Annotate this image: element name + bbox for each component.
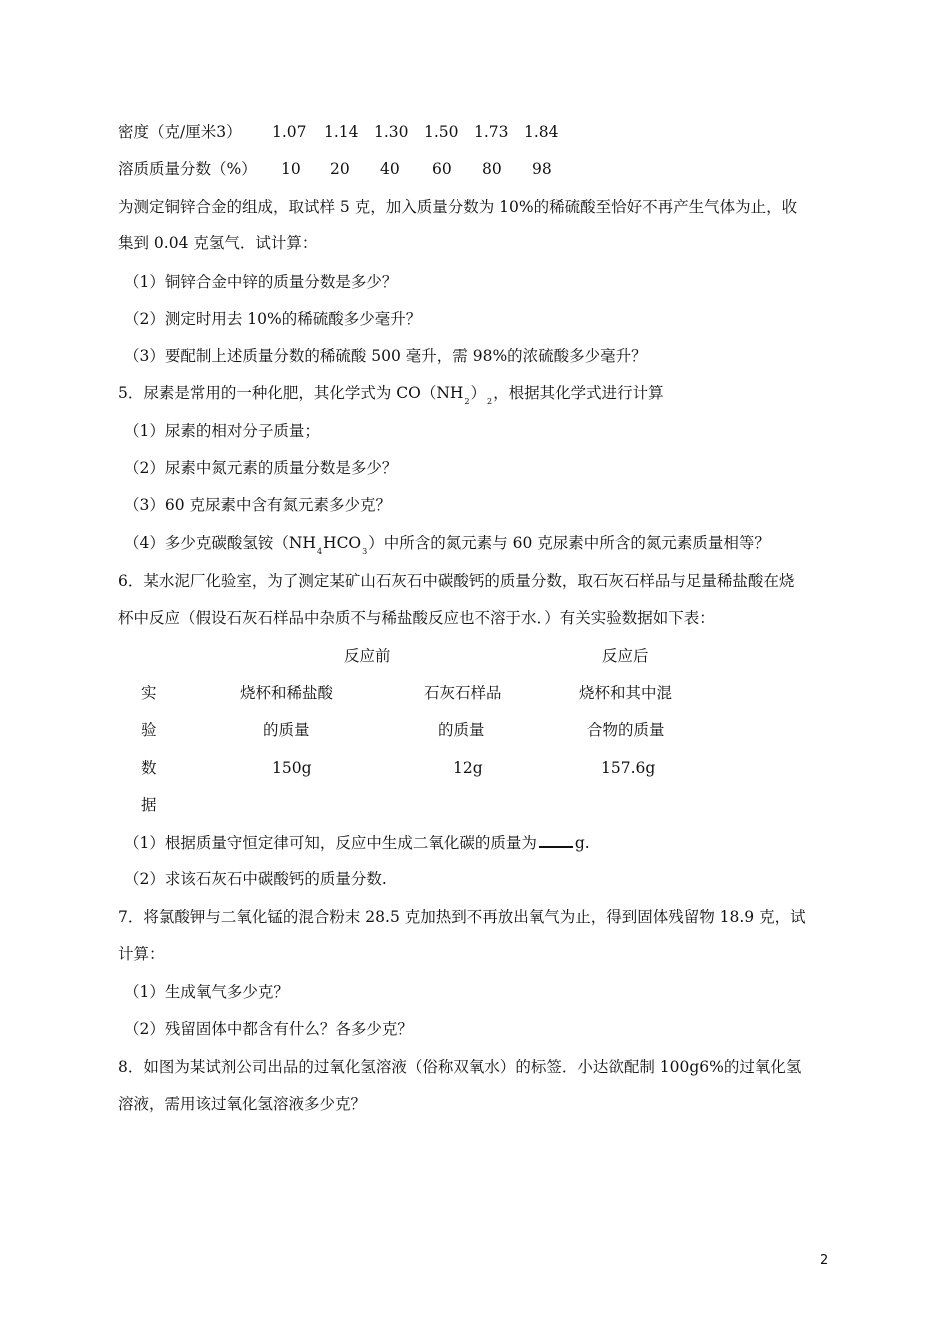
q5-sub2: （2）尿素中氮元素的质量分数是多少？ bbox=[124, 459, 398, 477]
fraction-value: 10 bbox=[281, 160, 301, 178]
col3-header: 烧杯和其中混 bbox=[579, 684, 673, 702]
q8-line2: 溶液，需用该过氧化氢溶液多少克？ bbox=[118, 1095, 367, 1113]
q7-line1: 7．将氯酸钾与二氧化锰的混合粉末 28.5 克加热到不再放出氧气为止，得到固体残留物 18.9 克，试 bbox=[118, 908, 806, 926]
q4-sub1: （1）铜锌合金中锌的质量分数是多少？ bbox=[124, 273, 398, 291]
col2-header: 的质量 bbox=[438, 721, 485, 739]
density-value: 1.73 bbox=[474, 123, 509, 141]
q5-sub3: （3）60 克尿素中含有氮元素多少克？ bbox=[124, 496, 392, 514]
q8-line1: 8．如图为某试剂公司出品的过氧化氢溶液（俗称双氧水）的标签．小达欲配制 100g6%的过氧化氢 bbox=[118, 1058, 802, 1076]
col3-header: 合物的质量 bbox=[587, 721, 665, 739]
col2-header: 石灰石样品 bbox=[424, 684, 502, 702]
q4-line1: 为测定铜锌合金的组成，取试样 5 克，加入质量分数为 10%的稀硫酸至恰好不再产生气体为止，收 bbox=[118, 198, 798, 216]
row-label-char: 据 bbox=[141, 796, 157, 814]
fraction-value: 20 bbox=[330, 160, 350, 178]
q4-sub2: （2）测定时用去 10%的稀硫酸多少毫升？ bbox=[124, 310, 422, 328]
row-label-char: 数 bbox=[141, 759, 157, 777]
q6-sub1: （1）根据质量守恒定律可知，反应中生成二氧化碳的质量为 g. bbox=[124, 831, 590, 854]
col1-value: 150g bbox=[272, 759, 312, 777]
q5-sub1: （1）尿素的相对分子质量； bbox=[124, 422, 320, 440]
row-label-char: 实 bbox=[141, 684, 157, 702]
fraction-value: 98 bbox=[532, 160, 552, 178]
row-label-char: 验 bbox=[141, 721, 157, 739]
col1-header: 烧杯和稀盐酸 bbox=[240, 684, 334, 702]
col3-value: 157.6g bbox=[601, 759, 656, 777]
answer-blank[interactable] bbox=[539, 831, 573, 848]
q7-sub2: （2）残留固体中都含有什么？各多少克？ bbox=[124, 1020, 413, 1038]
q5-line1: 5．尿素是常用的一种化肥，其化学式为 $CO(NH_2)_2$，根据其化学式进行计算 bbox=[118, 384, 664, 406]
q4-sub3: （3）要配制上述质量分数的稀硫酸 500 毫升，需 98%的浓硫酸多少毫升？ bbox=[124, 347, 647, 365]
q5-sub4: （4）多少克碳酸氢铵$(NH_4HCO_3)$中所含的氮元素与 60 克尿素中所含的氮元素质量相等？ bbox=[124, 534, 770, 556]
q4-line2: 集到 0.04 克氢气．试计算： bbox=[118, 234, 318, 252]
fraction-label: 溶质质量分数（%） bbox=[118, 160, 257, 178]
fraction-value: 80 bbox=[482, 160, 502, 178]
col2-value: 12g bbox=[453, 759, 483, 777]
header-after: 反应后 bbox=[602, 647, 649, 665]
header-before: 反应前 bbox=[344, 647, 391, 665]
density-label: 密度（克/厘米3） bbox=[118, 123, 242, 141]
density-value: 1.30 bbox=[374, 123, 409, 141]
q6-line1: 6．某水泥厂化验室，为了测定某矿山石灰石中碳酸钙的质量分数，取石灰石样品与足量稀盐酸在烧 bbox=[118, 572, 795, 590]
q7-line2: 计算： bbox=[118, 945, 165, 963]
q7-sub1: （1）生成氧气多少克？ bbox=[124, 983, 289, 1001]
density-value: 1.50 bbox=[424, 123, 459, 141]
fraction-value: 60 bbox=[432, 160, 452, 178]
q6-sub2: （2）求该石灰石中碳酸钙的质量分数. bbox=[124, 870, 387, 888]
density-value: 1.14 bbox=[324, 123, 359, 141]
q6-line2: 杯中反应（假设石灰石样品中杂质不与稀盐酸反应也不溶于水．）有关实验数据如下表： bbox=[118, 609, 715, 627]
page-number: 2 bbox=[820, 1253, 829, 1268]
col1-header: 的质量 bbox=[263, 721, 310, 739]
density-value: 1.07 bbox=[272, 123, 307, 141]
fraction-value: 40 bbox=[380, 160, 400, 178]
density-value: 1.84 bbox=[524, 123, 559, 141]
